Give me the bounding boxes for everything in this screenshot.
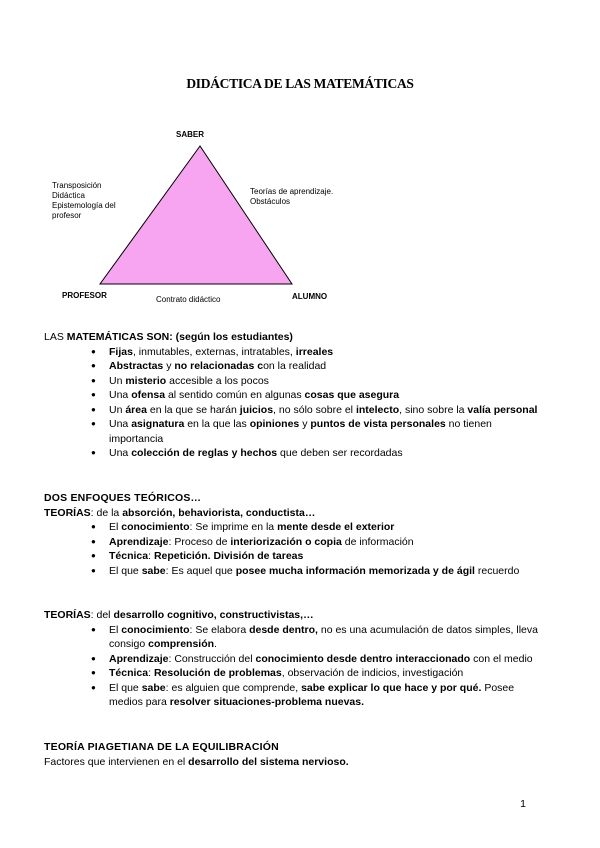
section-constructivista bbox=[44, 608, 544, 710]
vertex-saber: SABER bbox=[176, 130, 205, 139]
didactic-triangle-diagram bbox=[0, 0, 600, 320]
section-heading: TEORÍA PIAGETIANA DE LA EQUILIBRACIÓN bbox=[44, 741, 279, 753]
list-item: ● Fijas, inmutables, externas, intratables, irreales bbox=[109, 345, 544, 360]
section-heading: DOS ENFOQUES TEÓRICOS… bbox=[44, 492, 202, 504]
list-item: ● El conocimiento: Se elabora desde dentro, no es una acumulación de datos simples, lleva consigo comprensión. bbox=[109, 623, 544, 652]
section-enfoques bbox=[44, 491, 544, 578]
list-item: ● El que sabe: es alguien que comprende, sabe explicar lo que hace y por qué. Posee medios para resolver situaciones-problema nuevas. bbox=[109, 681, 544, 710]
triangle-svg bbox=[0, 0, 600, 320]
list-item: ● Una ofensa al sentido común en algunas cosas que asegura bbox=[109, 388, 544, 403]
vertex-profesor: PROFESOR bbox=[62, 291, 107, 300]
list-item: ● Abstractas y no relacionadas con la realidad bbox=[109, 359, 544, 374]
section-heading: LAS MATEMÁTICAS SON: (según los estudiantes) bbox=[44, 331, 293, 343]
list-item: ● Técnica: Resolución de problemas, observación de indicios, investigación bbox=[109, 666, 544, 681]
list-item: ● Aprendizaje: Proceso de interiorización o copia de información bbox=[109, 535, 544, 550]
list-item: ● El conocimiento: Se imprime en la mente desde el exterior bbox=[109, 520, 544, 535]
list-item: ● Un misterio accesible a los pocos bbox=[109, 374, 544, 389]
list-item: ● Aprendizaje: Construcción del conocimiento desde dentro interaccionado con el medio bbox=[109, 652, 544, 667]
list-item: ● Un área en la que se harán juicios, no sólo sobre el intelecto, sino sobre la valía personal bbox=[109, 403, 544, 418]
page-number: 1 bbox=[520, 798, 526, 810]
document-title: DIDÁCTICA DE LAS MATEMÁTICAS bbox=[186, 76, 414, 91]
edge-label-left: Transposición Didáctica Epistemología del profesor bbox=[52, 181, 116, 220]
vertex-alumno: ALUMNO bbox=[292, 292, 328, 301]
list-item: ● Una asignatura en la que las opiniones y puntos de vista personales no tienen importancia bbox=[109, 417, 544, 446]
behaviorist-list bbox=[44, 520, 544, 578]
triangle-shape bbox=[100, 146, 292, 284]
list-item: ● Técnica: Repetición. División de tareas bbox=[109, 549, 544, 564]
edge-label-right: Teorías de aprendizaje. Obstáculos bbox=[250, 187, 334, 206]
section-line: Factores que intervienen en el desarrollo del sistema nervioso. bbox=[44, 755, 349, 768]
edge-label-bottom: Contrato didáctico bbox=[156, 295, 221, 304]
list-item: ● Una colección de reglas y hechos que deben ser recordadas bbox=[109, 446, 544, 461]
section-piagetiana bbox=[44, 740, 544, 769]
section-matematicas-son bbox=[44, 330, 544, 461]
constructivist-list bbox=[44, 623, 544, 710]
list-item: ● El que sabe: Es aquel que posee mucha información memorizada y de ágil recuerdo bbox=[109, 564, 544, 579]
theory-subheading: TEORÍAS: del desarrollo cognitivo, constructivistas,… bbox=[44, 609, 314, 621]
theory-subheading: TEORÍAS: de la absorción, behaviorista, conductista… bbox=[44, 506, 316, 519]
beliefs-list bbox=[44, 345, 544, 461]
